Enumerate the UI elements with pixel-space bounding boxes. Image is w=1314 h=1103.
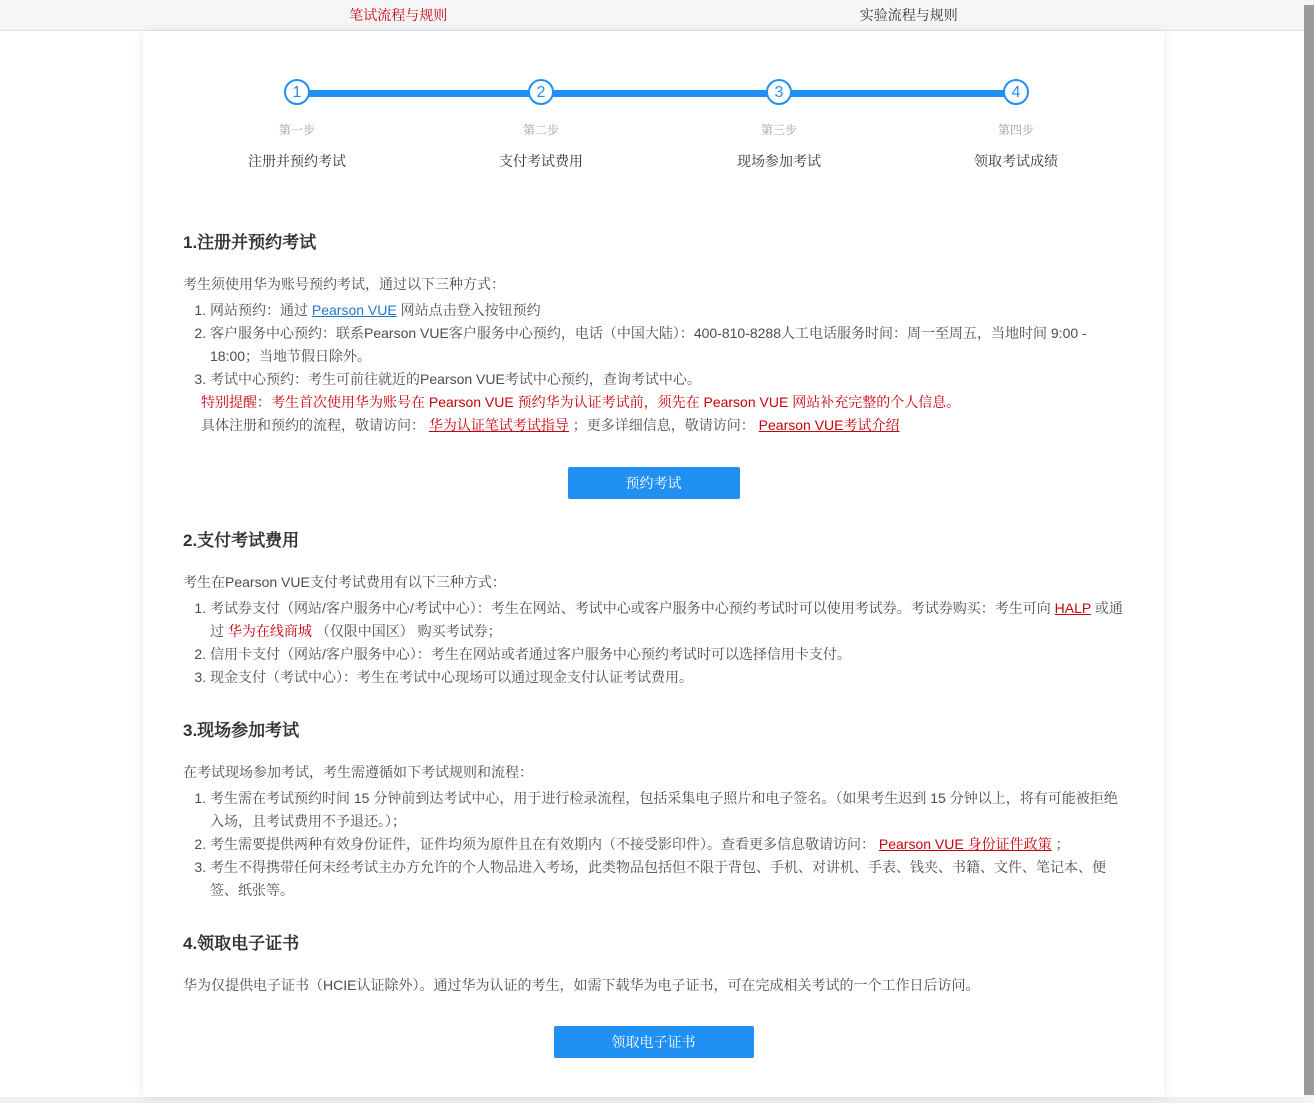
registration-guide-line	[183, 414, 1124, 437]
book-exam-button[interactable]: 预约考试	[568, 467, 740, 499]
step-3-circle: 3	[766, 79, 792, 105]
section2-intro: 考生在Pearson VUE支付考试费用有以下三种方式：	[183, 574, 506, 590]
huawei-online-store-link[interactable]: 华为在线商城	[227, 623, 312, 639]
stepper-connector-line	[297, 90, 1016, 97]
top-tab-bar	[0, 0, 1314, 31]
section3-intro: 在考试现场参加考试，考生需遵循如下考试规则和流程：	[183, 764, 533, 780]
booking-method-website-post: 网站点击登入按钮预约	[396, 302, 541, 318]
step-4-name: 领取考试成绩	[974, 153, 1058, 169]
payment-voucher-mid: 或通过	[210, 600, 1123, 639]
payment-method-cash: 3. 现金支付（考试中心）：考生在考试中心现场可以通过现金支付认证考试费用。	[210, 666, 1124, 689]
step-1-circle: 1	[284, 79, 310, 105]
get-ecertificate-button[interactable]: 领取电子证书	[554, 1026, 754, 1058]
onsite-rule-id	[210, 833, 1124, 856]
registration-guide-mid: ；更多详细信息，敬请访问：	[568, 417, 759, 433]
pearson-vue-intro-link[interactable]: Pearson VUE考试介绍	[758, 417, 900, 433]
step-2-pay	[451, 79, 631, 171]
section2-list	[183, 597, 1124, 689]
vertical-scrollbar-thumb[interactable]	[1304, 5, 1314, 1095]
tab-written-exam-process[interactable]: 笔试流程与规则	[349, 7, 448, 23]
step-3-label: 第三步	[760, 123, 797, 137]
onsite-rule-personal-items: 3. 考生不得携带任何未经考试主办方允许的个人物品进入考场，此类物品包括但不限于背包、手机、对讲机、手表、钱夹、书籍、文件、笔记本、便签、纸张等。	[210, 856, 1124, 902]
step-2-label: 第二步	[522, 123, 559, 137]
exam-steps-progress	[143, 61, 1164, 201]
halp-link[interactable]: HALP	[1054, 600, 1091, 616]
booking-method-call-center: 2. 客户服务中心预约：联系Pearson VUE客户服务中心预约，电话（中国大陆）：400-810-8288人工电话服务时间：周一至周五，当地时间 9:00 - 18:00；当地节假日除外。	[210, 322, 1124, 368]
section1-heading: 1.注册并预约考试	[183, 233, 317, 252]
onsite-rule-arrival: 1. 考生需在考试预约时间 15 分钟前到达考试中心，用于进行检录流程，包括采集电子照片和电子签名。（如果考生迟到 15 分钟以上，将有可能被拒绝入场，且考试费用不予退还。）；	[210, 787, 1124, 833]
section4-heading: 4.领取电子证书	[183, 934, 300, 953]
booking-method-website	[210, 299, 1124, 322]
payment-voucher-pre: 考试券支付（网站/客户服务中心/考试中心）：考生在网站、考试中心或客户服务中心预约考试时可以使用考试券。考试券购买：考生可向	[210, 600, 1055, 616]
step-1-name: 注册并预约考试	[248, 153, 346, 169]
top-tab-bar-inner	[143, 0, 1164, 30]
section4-text: 华为仅提供电子证书（HCIE认证除外）。通过华为认证的考生，如需下载华为电子证书，可在完成相关考试的一个工作日后访问。	[183, 977, 980, 993]
step-3-name: 现场参加考试	[737, 153, 821, 169]
special-reminder-text: 特别提醒：考生首次使用华为账号在 Pearson VUE 预约华为认证考试前，须先在 Pearson VUE 网站补充完整的个人信息。	[201, 394, 961, 410]
content-card	[143, 31, 1164, 1097]
id-policy-link[interactable]: Pearson VUE 身份证件政策	[878, 836, 1052, 852]
main-area	[0, 31, 1314, 1097]
payment-method-voucher	[210, 597, 1124, 643]
written-exam-guide-link[interactable]: 华为认证笔试考试指导	[428, 417, 569, 433]
pearson-vue-link[interactable]: Pearson VUE	[311, 302, 397, 318]
section3-heading: 3.现场参加考试	[183, 721, 300, 740]
step-4-circle: 4	[1003, 79, 1029, 105]
sections-wrapper	[143, 228, 1164, 1058]
step-3-attend	[689, 79, 869, 171]
booking-method-test-center: 3. 考试中心预约：考生可前往就近的Pearson VUE考试中心预约，查询考试中心。	[210, 368, 1124, 391]
onsite-rule-id-post: ；	[1051, 836, 1070, 852]
step-2-name: 支付考试费用	[499, 153, 583, 169]
section1-list	[183, 299, 1124, 391]
payment-voucher-post: （仅限中国区） 购买考试券；	[311, 623, 502, 639]
onsite-rule-id-pre: 考生需要提供两种有效身份证件，证件均须为原件且在有效期内（不接受影印件）。查看更多信息敬请访问：	[210, 836, 879, 852]
section2-heading: 2.支付考试费用	[183, 531, 300, 550]
step-1-register	[207, 79, 387, 171]
step-4-results	[926, 79, 1106, 171]
registration-guide-pre: 具体注册和预约的流程，敬请访问：	[201, 417, 429, 433]
payment-method-credit-card: 2. 信用卡支付（网站/客户服务中心）：考生在网站或者通过客户服务中心预约考试时可以选择信用卡支付。	[210, 643, 1124, 666]
step-2-circle: 2	[528, 79, 554, 105]
step-4-label: 第四步	[997, 123, 1034, 137]
step-1-label: 第一步	[278, 123, 315, 137]
tab-lab-exam-process[interactable]: 实验流程与规则	[859, 7, 958, 23]
vertical-scrollbar-track[interactable]	[1304, 0, 1314, 1103]
section1-intro: 考生须使用华为账号预约考试，通过以下三种方式：	[183, 276, 505, 292]
section3-list	[183, 787, 1124, 902]
booking-method-website-pre: 网站预约：通过	[210, 302, 312, 318]
